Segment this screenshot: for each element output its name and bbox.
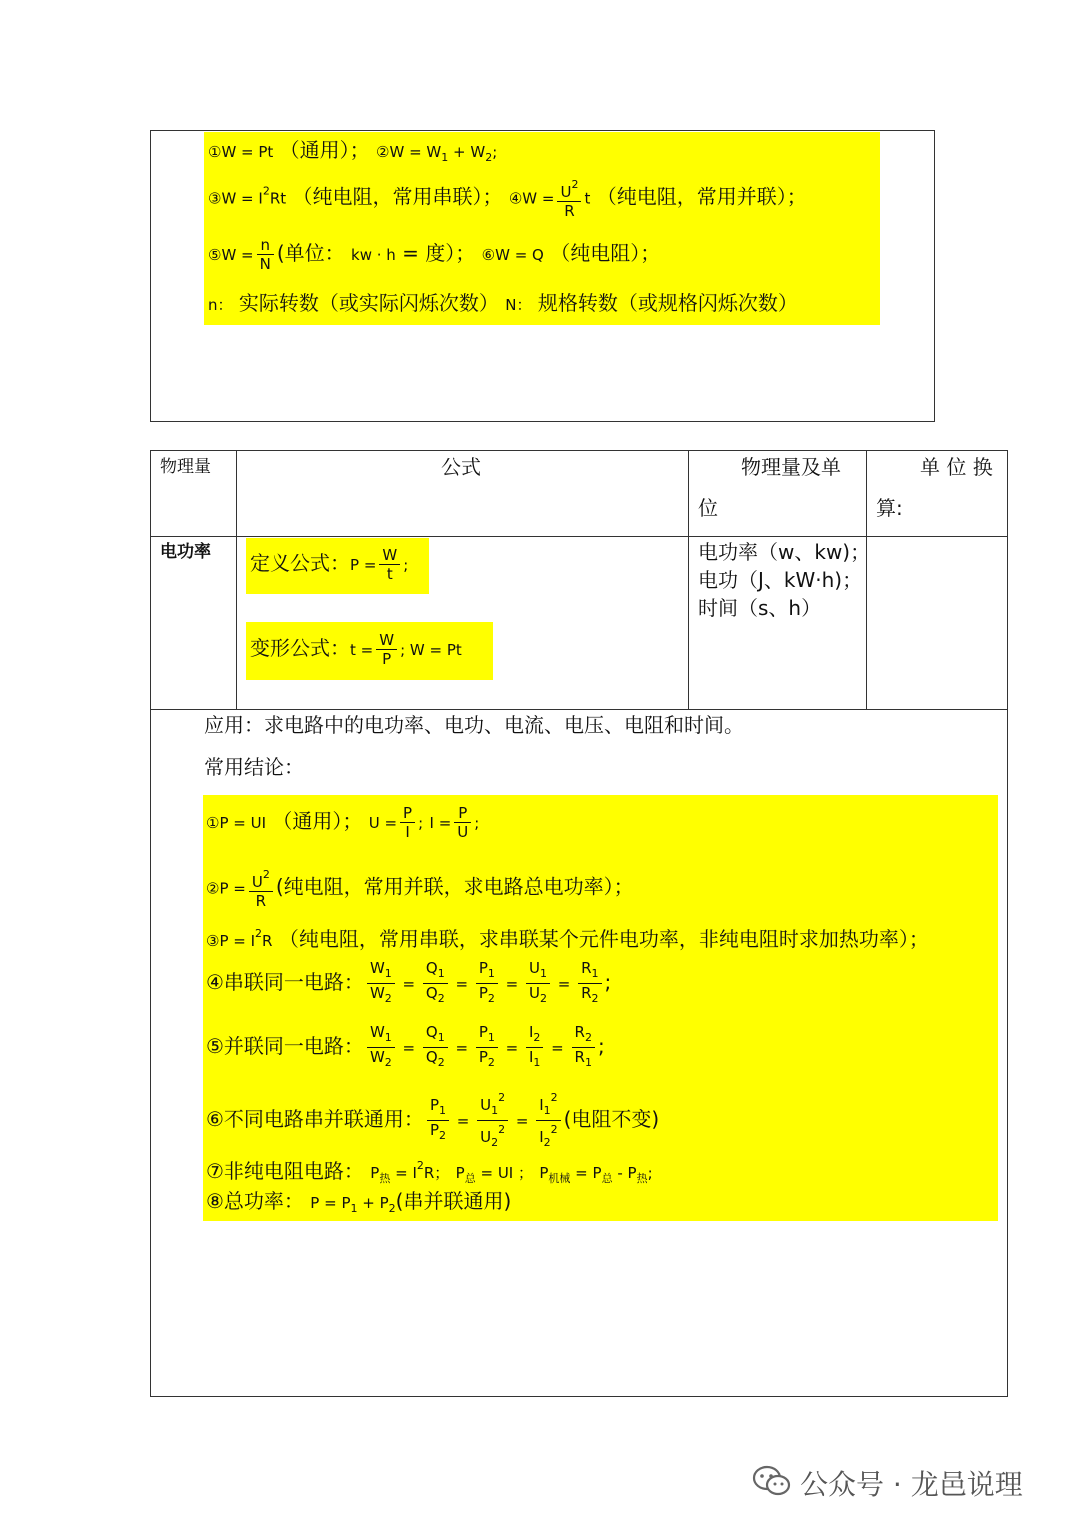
top-line-4: n： 实际转数（或实际闪烁次数） N： 规格转数（或规格闪烁次数） [208,291,798,315]
unit-work: 电功（J、kW·h)； [698,568,863,592]
c6-fraction-2: $\frac{I_1^2}{I_2^2}$ [536,1089,560,1152]
row-name-electric-power: 电功率 [160,542,211,562]
formula-w-u2r: ④W = [508,189,555,208]
header-units-b: 位 [698,496,718,520]
fraction-u2-r: $\frac{U^2}{R}$ [557,176,581,220]
conclusion-7: ⑦非纯电阻电路： $P_热 = I^2R$； $P_总$ = UI ； $P_{机械} = P_总 - P_热$; [206,1159,653,1185]
c5-fraction-2: $\frac{P_1}{P_2}$ [476,1023,498,1072]
definition-formula: 定义公式：P = $\frac{W}{t}$ ; [250,546,409,583]
c4-fraction-1: $\frac{Q_1}{Q_2}$ [423,959,448,1008]
header-quantity: 物理量 [160,457,211,477]
n-definition: 实际转数（或实际闪烁次数） [238,291,499,315]
watermark-text: 公众号 · 龙邑说理 [800,1468,1023,1501]
top-line-2: ③W = $I^2Rt$ （纯电阻，常用串联）； ④W = $\frac{U^2}{R}$ t （纯电阻，常用并联）； [208,178,807,220]
c5-fraction-3: $\frac{I_2}{I_1}$ [526,1023,543,1072]
conclusion-5: ⑤并联同一电路： $\frac{W_1}{W_2}$ = $\frac{Q_1}{Q_2}$ = $\frac{P_1}{P_2}$ = $\frac{I_2}{I_1}$ = $\frac{R_2}{R_1}$ ; [206,1023,605,1072]
formula-w-sum: ②W = W [376,143,442,161]
unit-power: 电功率（w、kw)； [698,540,871,564]
c5-label: ⑤并联同一电路： [206,1034,364,1058]
conclusion-3: ③P = $I^2R$ （纯电阻，常用串联，求串联某个元件电功率，非纯电阻时求加热功率）； [206,927,929,951]
c6-fraction-1: $\frac{U_1^2}{U_2^2}$ [477,1089,508,1152]
header-formula: 公式 [441,455,481,479]
c6-fraction-0: $\frac{P_1}{P_2}$ [427,1096,449,1145]
note-general: （通用）； [279,138,370,162]
header-conversion-b: 算: [876,496,903,520]
c5-fraction-4: $\frac{R_2}{R_1}$ [572,1023,595,1072]
N-definition: 规格转数（或规格闪烁次数） [537,291,798,315]
note-pure-resistance: （纯电阻）； [550,241,661,265]
conclusion-6: ⑥不同电路串并联通用： $\frac{P_1}{P_2}$ = $\frac{U_1^2}{U_2^2}$ = $\frac{I_1^2}{I_2^2}$ (电阻不变) [206,1089,659,1152]
fraction-w-p: $\frac{W}{P}$ [376,631,397,668]
unit-time: 时间（s、h） [698,596,822,620]
top-line-3: ⑤W = $\frac{n}{N}$ (单位： kw · h = 度）； ⑥W = Q （纯电阻）； [208,236,661,273]
header-conversion-a: 单 位 换 [920,455,993,479]
conclusion-4: ④串联同一电路： $\frac{W_1}{W_2}$ = $\frac{Q_1}{Q_2}$ = $\frac{P_1}{P_2}$ = $\frac{U_1}{U_2}$ = $\frac{R_1}{R_2}$ ; [206,959,611,1008]
c6-label: ⑥不同电路串并联通用： [206,1107,424,1131]
conclusion-title: 常用结论： [204,755,304,779]
formula-w-n: ⑤W = [208,246,254,264]
conclusion-2: ②P = $\frac{U^2}{R}$ (纯电阻，常用并联，求电路总电功率）； [206,868,634,910]
c4-fraction-0: $\frac{W_1}{W_2}$ [367,959,395,1008]
c5-fraction-0: $\frac{W_1}{W_2}$ [367,1023,395,1072]
fraction-w-t: $\frac{W}{t}$ [379,546,400,583]
conclusion-8: ⑧总功率： $P = P_1 + P_2$(串并联通用) [206,1189,512,1215]
wechat-icon [752,1465,792,1497]
unit-kwh: kw · h [351,246,396,264]
c4-label: ④串联同一电路： [206,970,364,994]
note-parallel: （纯电阻，常用并联）； [596,184,807,209]
top-line-1: ①W = Pt （通用）； ②W = $W_1 + W_2$; [208,138,498,164]
c4-fraction-4: $\frac{R_1}{R_2}$ [578,959,601,1008]
c4-fraction-2: $\frac{P_1}{P_2}$ [476,959,498,1008]
application-text: 应用：求电路中的电功率、电功、电流、电压、电阻和时间。 [204,713,744,737]
formula-w-i2rt: ③W = I [208,189,263,208]
conclusion-1: ①P = UI （通用）； U = $\frac{P}{I}$ ; I = $\frac{P}{U}$ ; [206,804,480,841]
formula-w-pt: ①W = Pt [208,143,274,161]
transform-formula: 变形公式：t = $\frac{W}{P}$ ; W = Pt [250,631,462,668]
formula-w-q: ⑥W = Q [481,246,544,264]
note-series: （纯电阻，常用串联）； [292,184,503,209]
fraction-n-N: $\frac{n}{N}$ [257,236,274,273]
c4-fraction-3: $\frac{U_1}{U_2}$ [526,959,550,1008]
header-units-a: 物理量及单 [741,455,841,479]
c5-fraction-1: $\frac{Q_1}{Q_2}$ [423,1023,448,1072]
